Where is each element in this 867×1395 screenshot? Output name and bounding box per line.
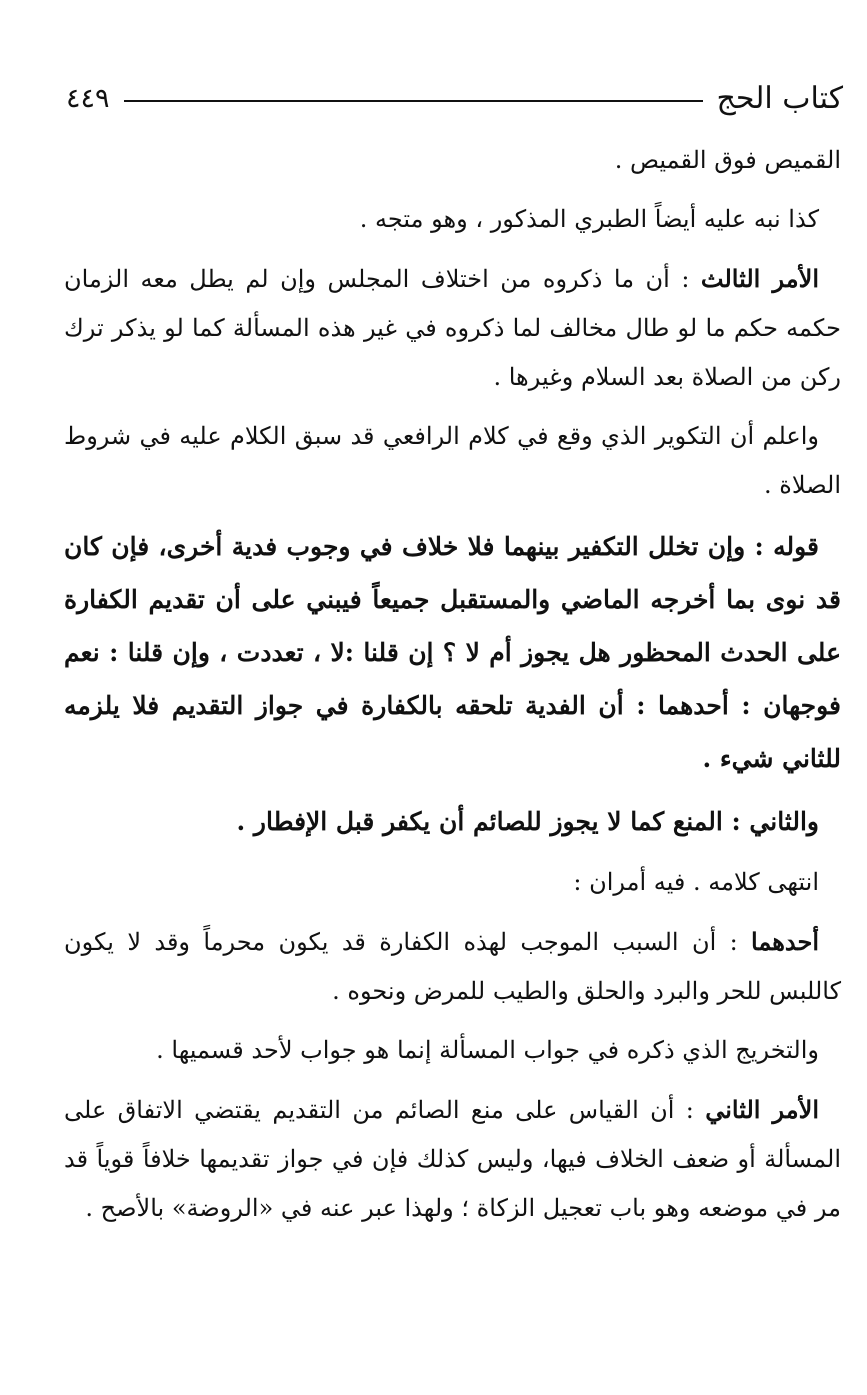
paragraph bbox=[64, 1026, 841, 1075]
paragraph-text: قوله : وإن تخلل التكفير بينهما فلا خلاف في وجوب فدية أخرى، فإن كان قد نوى بما أخرجه الماضي والمستقبل جميعاً فيبني على أن تقديم الكفارة على الحدث المحظور هل يجوز أم لا ؟ إن قلنا :لا ، تعددت ، وإن قلنا : نعم فوجهان : أحدهما : أن الفدية تلحقه بالكفارة في جواز التقديم فلا يلزمه للثاني شيء . bbox=[64, 532, 841, 773]
paragraph bbox=[64, 254, 841, 402]
paragraph-text: القميص فوق القميص . bbox=[614, 146, 841, 174]
paragraph bbox=[64, 1085, 841, 1233]
paragraph bbox=[64, 195, 841, 244]
paragraph-lead: أحدهما bbox=[751, 927, 819, 956]
page-number: ٤٤٩ bbox=[66, 82, 110, 114]
paragraph-text: : أن ما ذكروه من اختلاف المجلس وإن لم يطل معه الزمان حكمه حكم ما لو طال مخالف لما ذكروه في غير هذه المسألة كما لو يذكر ترك ركن من الصلاة بعد السلام وغيرها . bbox=[64, 265, 841, 391]
paragraph-text: والثاني : المنع كما لا يجوز للصائم أن يكفر قبل الإفطار . bbox=[236, 807, 819, 836]
paragraph bbox=[64, 858, 841, 907]
chapter-title: كتاب الحج bbox=[716, 80, 843, 116]
quoted-passage bbox=[64, 795, 841, 848]
paragraph-text: واعلم أن التكوير الذي وقع في كلام الرافعي قد سبق الكلام عليه في شروط الصلاة . bbox=[64, 422, 841, 499]
page-body bbox=[64, 136, 841, 1233]
paragraph-text: : أن السبب الموجب لهذه الكفارة قد يكون محرماً وقد لا يكون كاللبس للحر والبرد والحلق والطيب للمرض ونحوه . bbox=[64, 928, 841, 1005]
paragraph-lead: الأمر الثالث bbox=[700, 264, 819, 293]
running-header bbox=[66, 78, 843, 118]
paragraph-text: انتهى كلامه . فيه أمران : bbox=[573, 868, 819, 896]
header-rule bbox=[124, 100, 703, 102]
paragraph bbox=[64, 136, 841, 185]
paragraph-text: : أن القياس على منع الصائم من التقديم يقتضي الاتفاق على المسألة أو ضعف الخلاف فيها، وليس كذلك فإن في جواز تقديمها خلافاً قوياً قد مر في موضعه وهو باب تعجيل الزكاة ؛ ولهذا عبر عنه في «الروضة» بالأصح . bbox=[64, 1096, 841, 1222]
paragraph-lead: الأمر الثاني bbox=[705, 1095, 819, 1124]
paragraph bbox=[64, 917, 841, 1016]
paragraph bbox=[64, 412, 841, 510]
quoted-passage bbox=[64, 520, 841, 785]
paragraph-text: كذا نبه عليه أيضاً الطبري المذكور ، وهو متجه . bbox=[359, 205, 819, 233]
paragraph-text: والتخريج الذي ذكره في جواب المسألة إنما هو جواب لأحد قسميها . bbox=[156, 1036, 819, 1064]
